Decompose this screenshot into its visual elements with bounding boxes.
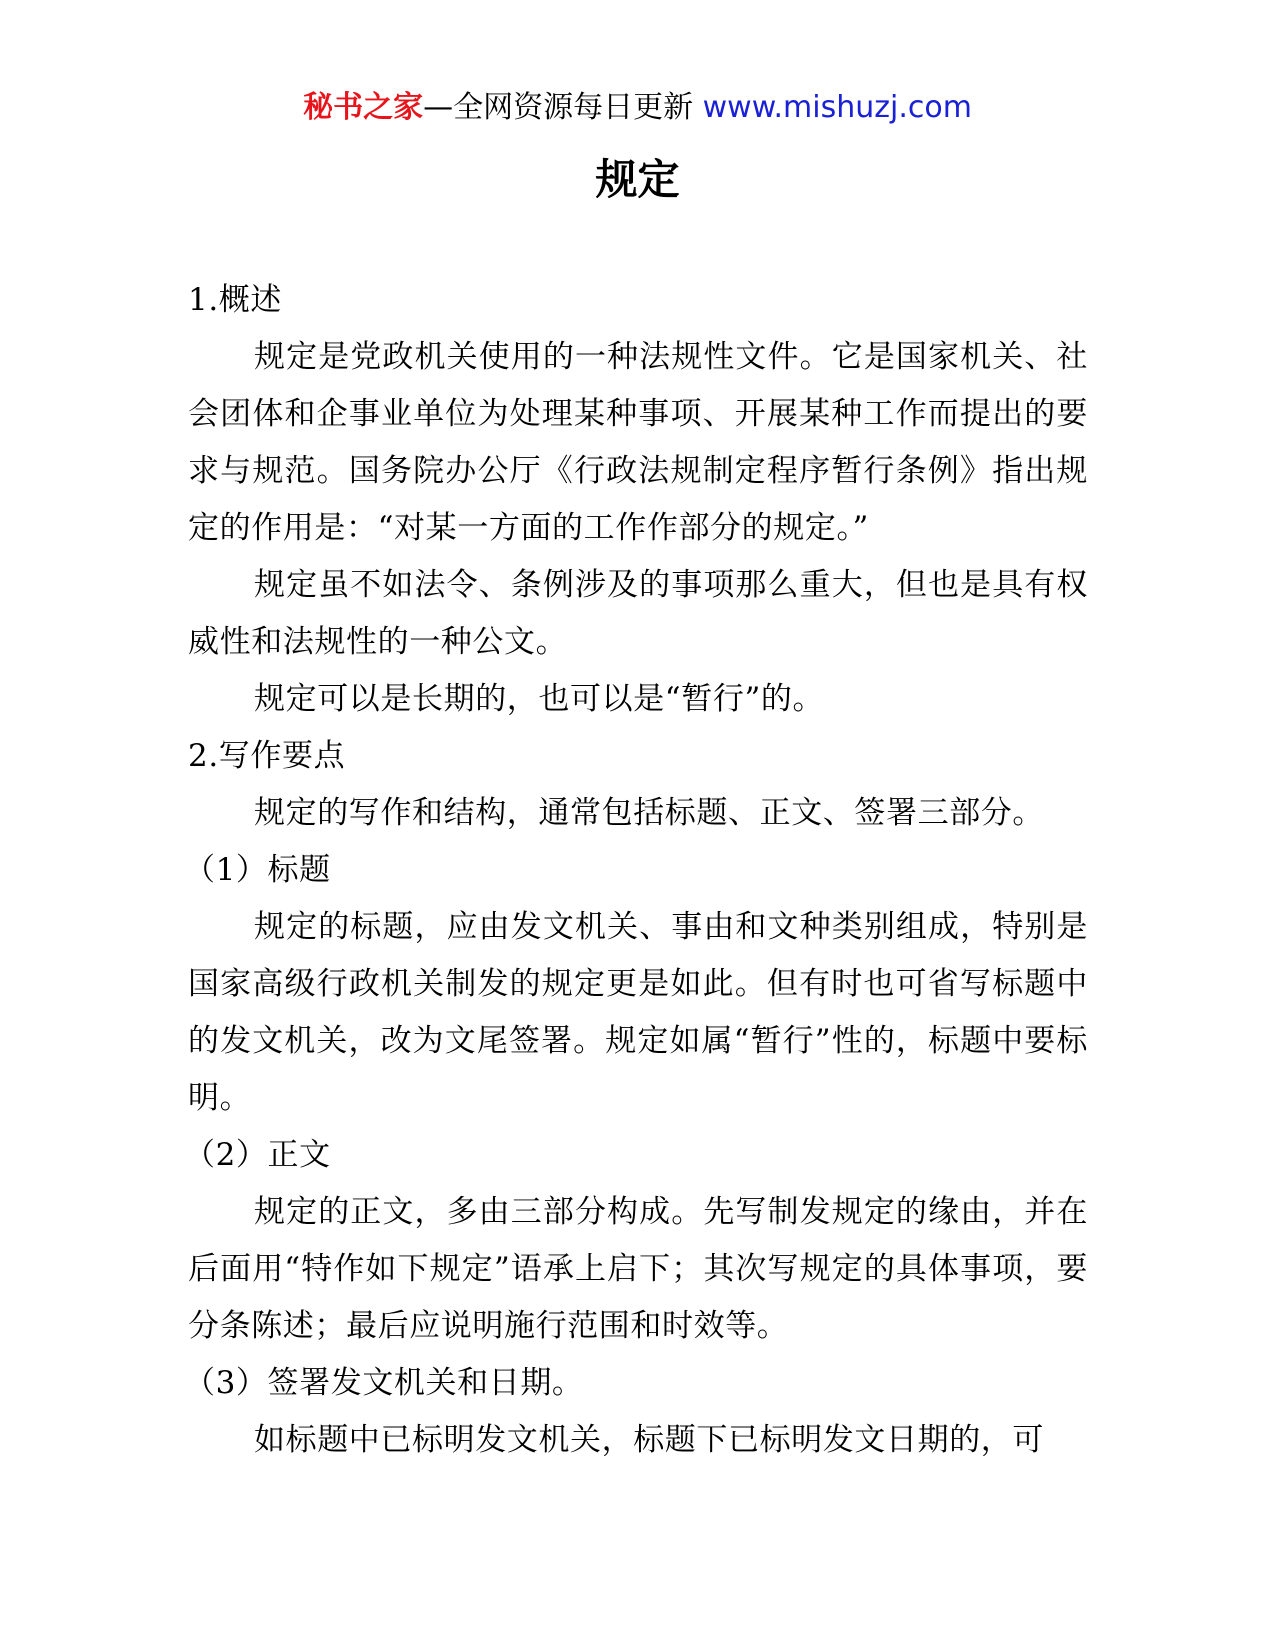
paragraph: 规定虽不如法令、条例涉及的事项那么重大，但也是具有权威性和法规性的一种公文。 [188,567,1088,660]
paragraph: 规定是党政机关使用的一种法规性文件。它是国家机关、社会团体和企事业单位为处理某种事项、开展某种工作而提出的要求与规范。国务院办公厅《行政法规制定程序暂行条例》指出规定的作用是：“对某一方面的工作作部分的规定。” [188,339,1088,546]
subsection-heading-title: （1）标题 [184,852,331,888]
document-body [184,272,1088,1469]
paragraph: 规定的写作和结构，通常包括标题、正文、签署三部分。 [254,795,1044,831]
subsection-heading-signature: （3）签署发文机关和日期。 [184,1365,584,1401]
site-url-link[interactable]: www.mishuzj.com [702,90,972,125]
subsection-heading-body: （2）正文 [184,1137,331,1173]
paragraph: 规定的标题，应由发文机关、事由和文种类别组成，特别是国家高级行政机关制发的规定更是如此。但有时也可省写标题中的发文机关，改为文尾签署。规定如属“暂行”性的，标题中要标明。 [188,909,1088,1116]
paragraph: 规定可以是长期的，也可以是“暂行”的。 [254,681,825,717]
paragraph: 如标题中已标明发文机关，标题下已标明发文日期的，可 [254,1422,1044,1458]
site-brand: 秘书之家 [303,90,424,125]
document-title: 规定 [595,155,680,204]
section-heading-writing-points: 2.写作要点 [188,738,346,774]
site-header [0,88,1275,128]
paragraph: 规定的正文，多由三部分构成。先写制发规定的缘由，并在后面用“特作如下规定”语承上启下；其次写规定的具体事项，要分条陈述；最后应说明施行范围和时效等。 [188,1194,1088,1344]
site-slogan: —全网资源每日更新 [423,90,694,125]
section-heading-overview: 1.概述 [188,282,282,318]
